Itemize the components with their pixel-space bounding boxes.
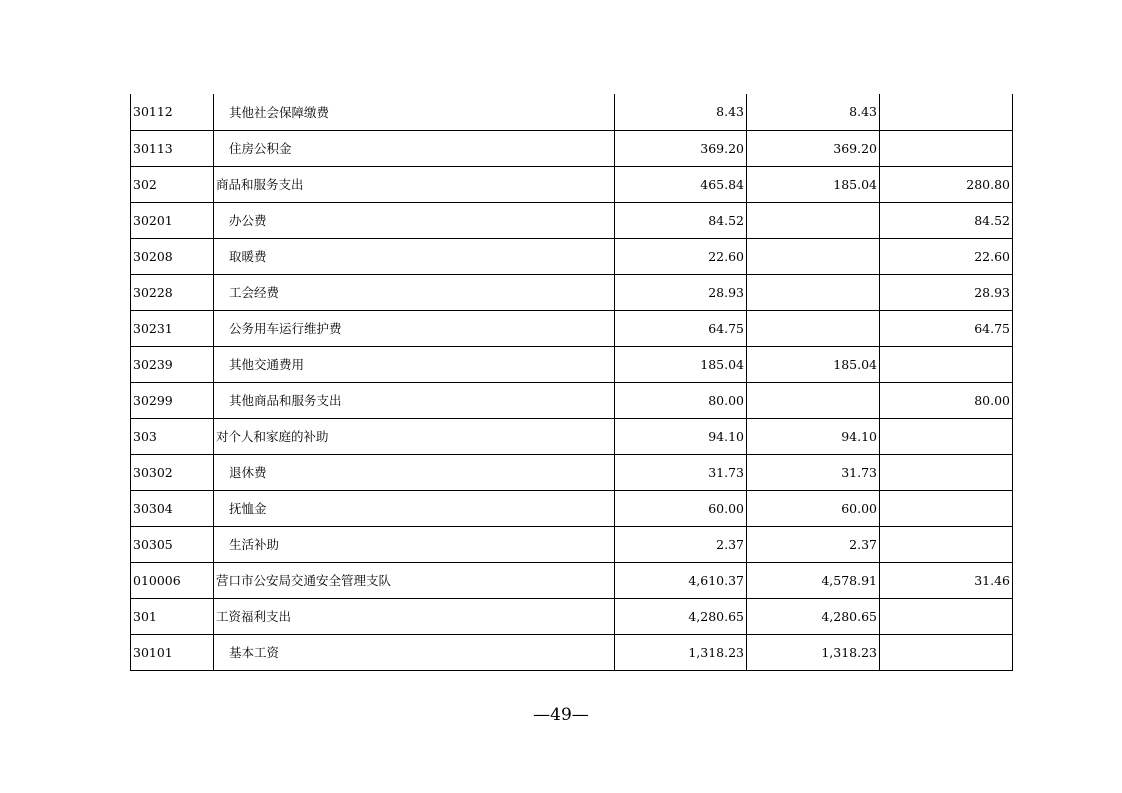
row-name-cell: 工资福利支出 bbox=[214, 598, 615, 634]
table-row bbox=[131, 130, 1013, 166]
table-row bbox=[131, 418, 1013, 454]
row-project-cell bbox=[880, 346, 1013, 382]
row-basic-cell bbox=[747, 202, 880, 238]
row-code-cell: 30231 bbox=[131, 310, 214, 346]
table-row bbox=[131, 454, 1013, 490]
row-basic-cell: 4,578.91 bbox=[747, 562, 880, 598]
table-row bbox=[131, 274, 1013, 310]
row-name-cell: 营口市公安局交通安全管理支队 bbox=[214, 562, 615, 598]
row-code-cell: 30112 bbox=[131, 94, 214, 130]
row-code-cell: 30201 bbox=[131, 202, 214, 238]
row-name-cell: 工会经费 bbox=[214, 274, 615, 310]
row-name-cell: 公务用车运行维护费 bbox=[214, 310, 615, 346]
row-project-cell bbox=[880, 418, 1013, 454]
row-project-cell: 22.60 bbox=[880, 238, 1013, 274]
row-project-cell: 280.80 bbox=[880, 166, 1013, 202]
row-name-cell: 取暖费 bbox=[214, 238, 615, 274]
row-name-cell: 其他商品和服务支出 bbox=[214, 382, 615, 418]
row-basic-cell bbox=[747, 382, 880, 418]
row-code-cell: 30305 bbox=[131, 526, 214, 562]
table-row bbox=[131, 238, 1013, 274]
row-total-cell: 465.84 bbox=[615, 166, 747, 202]
row-project-cell bbox=[880, 490, 1013, 526]
row-name-cell: 抚恤金 bbox=[214, 490, 615, 526]
row-total-cell: 1,318.23 bbox=[615, 634, 747, 670]
row-name-cell: 退休费 bbox=[214, 454, 615, 490]
row-code-cell: 303 bbox=[131, 418, 214, 454]
row-basic-cell: 1,318.23 bbox=[747, 634, 880, 670]
row-code-cell: 301 bbox=[131, 598, 214, 634]
row-total-cell: 8.43 bbox=[615, 94, 747, 130]
row-code-cell: 30299 bbox=[131, 382, 214, 418]
row-total-cell: 2.37 bbox=[615, 526, 747, 562]
row-basic-cell bbox=[747, 238, 880, 274]
row-name-cell: 其他交通费用 bbox=[214, 346, 615, 382]
row-code-cell: 30101 bbox=[131, 634, 214, 670]
row-basic-cell: 369.20 bbox=[747, 130, 880, 166]
row-name-cell: 基本工资 bbox=[214, 634, 615, 670]
row-basic-cell bbox=[747, 274, 880, 310]
table-row bbox=[131, 634, 1013, 670]
row-total-cell: 94.10 bbox=[615, 418, 747, 454]
row-name-cell: 住房公积金 bbox=[214, 130, 615, 166]
row-total-cell: 28.93 bbox=[615, 274, 747, 310]
table-row bbox=[131, 202, 1013, 238]
row-name-cell: 生活补助 bbox=[214, 526, 615, 562]
row-name-cell: 对个人和家庭的补助 bbox=[214, 418, 615, 454]
row-total-cell: 31.73 bbox=[615, 454, 747, 490]
row-project-cell: 28.93 bbox=[880, 274, 1013, 310]
row-project-cell: 31.46 bbox=[880, 562, 1013, 598]
row-basic-cell: 185.04 bbox=[747, 166, 880, 202]
row-project-cell bbox=[880, 454, 1013, 490]
row-code-cell: 30228 bbox=[131, 274, 214, 310]
row-basic-cell bbox=[747, 310, 880, 346]
row-project-cell bbox=[880, 94, 1013, 130]
row-code-cell: 30113 bbox=[131, 130, 214, 166]
row-project-cell: 80.00 bbox=[880, 382, 1013, 418]
row-code-cell: 30302 bbox=[131, 454, 214, 490]
row-total-cell: 64.75 bbox=[615, 310, 747, 346]
row-basic-cell: 2.37 bbox=[747, 526, 880, 562]
row-total-cell: 369.20 bbox=[615, 130, 747, 166]
row-code-cell: 302 bbox=[131, 166, 214, 202]
row-basic-cell: 94.10 bbox=[747, 418, 880, 454]
row-project-cell: 64.75 bbox=[880, 310, 1013, 346]
row-total-cell: 80.00 bbox=[615, 382, 747, 418]
row-code-cell: 30239 bbox=[131, 346, 214, 382]
row-code-cell: 010006 bbox=[131, 562, 214, 598]
row-project-cell bbox=[880, 634, 1013, 670]
table-row bbox=[131, 94, 1013, 130]
table-body bbox=[131, 94, 1013, 670]
row-project-cell bbox=[880, 598, 1013, 634]
row-code-cell: 30304 bbox=[131, 490, 214, 526]
row-total-cell: 185.04 bbox=[615, 346, 747, 382]
row-total-cell: 4,610.37 bbox=[615, 562, 747, 598]
row-code-cell: 30208 bbox=[131, 238, 214, 274]
row-basic-cell: 185.04 bbox=[747, 346, 880, 382]
page-number: —49— bbox=[533, 705, 589, 725]
row-name-cell: 办公费 bbox=[214, 202, 615, 238]
row-name-cell: 商品和服务支出 bbox=[214, 166, 615, 202]
table-row bbox=[131, 346, 1013, 382]
table-row bbox=[131, 490, 1013, 526]
row-basic-cell: 60.00 bbox=[747, 490, 880, 526]
table-row bbox=[131, 562, 1013, 598]
row-total-cell: 4,280.65 bbox=[615, 598, 747, 634]
row-name-cell: 其他社会保障缴费 bbox=[214, 94, 615, 130]
table-row bbox=[131, 310, 1013, 346]
row-basic-cell: 31.73 bbox=[747, 454, 880, 490]
table-row bbox=[131, 526, 1013, 562]
budget-table bbox=[130, 94, 1013, 671]
row-project-cell: 84.52 bbox=[880, 202, 1013, 238]
table-row bbox=[131, 598, 1013, 634]
row-basic-cell: 8.43 bbox=[747, 94, 880, 130]
row-project-cell bbox=[880, 130, 1013, 166]
table-row bbox=[131, 382, 1013, 418]
row-basic-cell: 4,280.65 bbox=[747, 598, 880, 634]
row-total-cell: 60.00 bbox=[615, 490, 747, 526]
row-total-cell: 84.52 bbox=[615, 202, 747, 238]
table-row bbox=[131, 166, 1013, 202]
row-project-cell bbox=[880, 526, 1013, 562]
row-total-cell: 22.60 bbox=[615, 238, 747, 274]
